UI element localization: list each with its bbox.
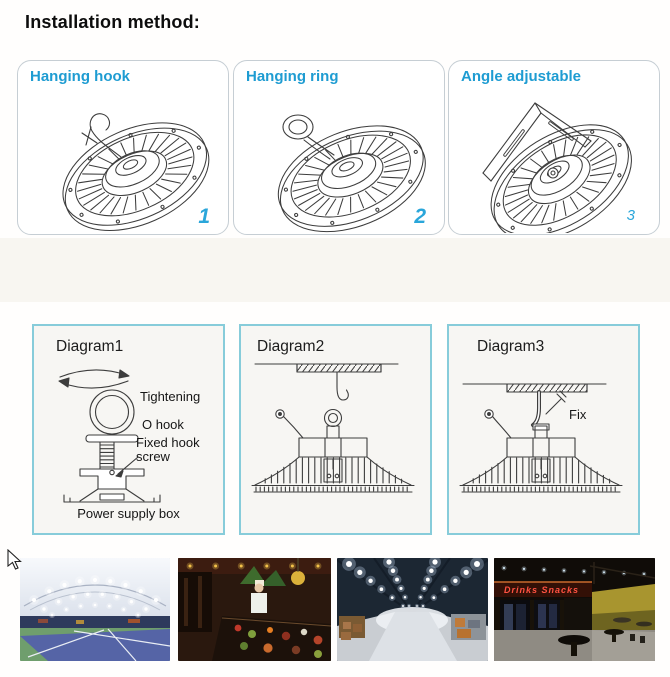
annotation-o-hook: O hook (142, 417, 184, 432)
hanging-ring-light-drawing (234, 85, 444, 233)
mounting-option-label: Hanging ring (246, 68, 339, 85)
o-hook-assembly-drawing (34, 326, 223, 533)
ring-icon (283, 115, 313, 139)
power-wire (284, 417, 303, 438)
mounting-option-label: Hanging hook (30, 68, 130, 85)
mounting-option-number: 2 (414, 205, 426, 228)
mounting-option-number: 3 (626, 207, 635, 224)
o-hook-ring (90, 390, 134, 434)
ceiling-hook-icon (337, 372, 348, 400)
photo-food-court (494, 558, 655, 661)
mounting-option-label: Angle adjustable (461, 68, 582, 85)
photo-indoor-tennis-court (20, 558, 170, 661)
photo-warehouse-high-bay (337, 558, 488, 661)
rotation-arrow-icon (119, 370, 129, 378)
lamp-ring (325, 410, 342, 427)
hook-icon (90, 114, 121, 157)
mounting-option-number: 1 (198, 205, 210, 228)
hanging-hook-light-drawing (18, 85, 228, 233)
diagram3-box (447, 324, 640, 535)
rotation-arrow-icon (59, 378, 69, 387)
mounting-option-card-angle-adjustable (448, 60, 660, 235)
mouse-cursor-icon (6, 549, 22, 571)
section-divider-band (0, 238, 670, 302)
diagram-label: Diagram3 (477, 338, 545, 355)
fix-screw-icon (546, 399, 561, 414)
diagram1-box (32, 324, 225, 535)
annotation-fixed-hook-screw: Fixed hook screw (136, 435, 200, 464)
mounting-rod (533, 392, 539, 425)
fixed-rod-installation-drawing (449, 326, 638, 533)
diagram-label: Diagram2 (257, 338, 325, 355)
annotation-power-supply-box: Power supply box (77, 506, 180, 521)
photo-restaurant-buffet (178, 558, 331, 661)
annotation-fix: Fix (569, 407, 587, 422)
diagram-label: Diagram1 (56, 338, 124, 355)
power-wire (493, 417, 511, 438)
mounting-option-card-hanging-ring (233, 60, 445, 235)
annotation-tightening: Tightening (140, 389, 201, 404)
bracket-icon (483, 103, 591, 173)
page-title: Installation method: (25, 12, 200, 32)
diagram2-box (239, 324, 432, 535)
hook-hanging-installation-drawing (241, 326, 430, 533)
drinks-snacks-sign-text: Drinks Snacks (504, 585, 580, 595)
mounting-option-card-hanging-hook (17, 60, 229, 235)
